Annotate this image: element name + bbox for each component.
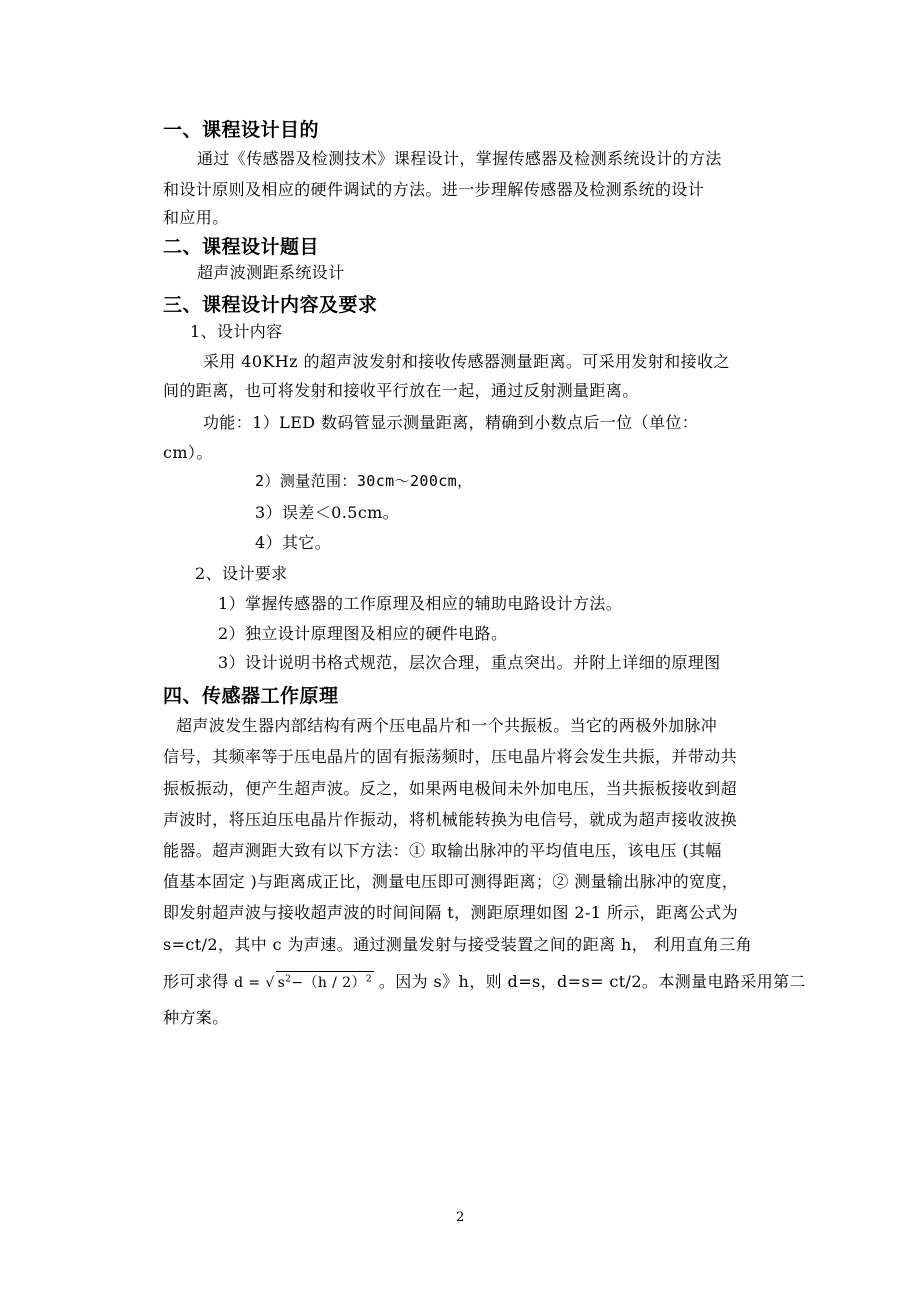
section-4-heading: 四、传感器工作原理	[163, 685, 339, 707]
section-4-line-5: 能器。超声测距大致有以下方法：① 取输出脉冲的平均值电压，该电压 (其幅	[163, 841, 722, 860]
requirement-item-3: 3）设计说明书格式规范，层次合理，重点突出。并附上详细的原理图	[218, 653, 721, 672]
section-4-last-line: 种方案。	[163, 1008, 229, 1027]
formula-radicand-h: −（h / 2）	[291, 975, 366, 991]
section-1-line-2: 和设计原则及相应的硬件调试的方法。进一步理解传感器及检测系统的设计	[163, 180, 705, 199]
section-4-line-1: 超声波发生器内部结构有两个压电晶片和一个共振板。当它的两极外加脉冲	[176, 716, 718, 735]
section-3-content-line-1: 采用 40KHz 的超声波发射和接收传感器测量距离。可采用发射和接收之	[203, 352, 730, 371]
section-4-line-6: 值基本固定 )与距离成正比，测量电压即可测得距离；② 测量输出脉冲的宽度，	[163, 872, 739, 891]
function-item-3: 3）误差＜0.5cm。	[255, 503, 400, 522]
section-4-line-2: 信号，其频率等于压电晶片的固有振荡频时，压电晶片将会发生共振，并带动共	[163, 747, 738, 766]
section-3-function-line-1: 功能：1）LED 数码管显示测量距离，精确到小数点后一位（单位：	[203, 413, 699, 432]
section-3-heading: 三、课程设计内容及要求	[163, 294, 378, 316]
square-root-icon: √ $s^2-(h / 2)^2$	[265, 971, 374, 992]
section-1-heading: 一、课程设计目的	[163, 119, 320, 141]
section-4-line-7: 即发射超声波与接收超声波的时间间隔 t，测距原理如图 2-1 所示，距离公式为	[163, 903, 739, 922]
section-1-line-3: 和应用。	[163, 208, 229, 227]
section-2-topic: 超声波测距系统设计	[197, 263, 345, 282]
requirement-item-2: 2）独立设计原理图及相应的硬件电路。	[218, 624, 508, 643]
section-1-line-1: 通过《传感器及检测技术》课程设计，掌握传感器及检测系统设计的方法	[197, 149, 722, 168]
formula-lead-text: 形可求得	[163, 972, 229, 991]
section-3-subheading-2: 2、设计要求	[195, 564, 288, 583]
function-item-4: 4）其它。	[255, 533, 332, 552]
formula-exponent-2: 2	[365, 974, 372, 985]
section-4-line-3: 振板振动，便产生超声波。反之，如果两电极间未外加电压，当共振板接收到超	[163, 779, 738, 798]
page-number: 2	[456, 1210, 465, 1225]
section-3-function-line-2: cm）。	[163, 443, 213, 462]
formula-exponent-1: 2	[285, 974, 292, 985]
section-4-line-4: 声波时，将压迫压电晶片作振动，将机械能转换为电信号，就成为超声接收波换	[163, 810, 738, 829]
section-2-heading: 二、课程设计题目	[163, 236, 320, 258]
distance-formula	[234, 975, 379, 991]
formula-radicand-s: s	[277, 975, 286, 991]
formula-lhs: d =	[234, 975, 261, 991]
requirement-item-1: 1）掌握传感器的工作原理及相应的辅助电路设计方法。	[218, 594, 623, 613]
section-4-line-8: s=ct/2，其中 c 为声速。通过测量发射与接受装置之间的距离 h， 利用直角三角	[163, 935, 752, 954]
formula-trail-text: 。因为 s》h，则 d=s，d=s= ct/2。本测量电路采用第二	[378, 972, 806, 991]
function-item-2: 2）测量范围：30cm～200cm，	[255, 472, 473, 490]
section-3-content-line-2: 间的距离，也可将发射和接收平行放在一起，通过反射测量距离。	[163, 381, 639, 400]
section-3-subheading-1: 1、设计内容	[190, 322, 283, 341]
section-4-formula-line	[163, 969, 806, 992]
